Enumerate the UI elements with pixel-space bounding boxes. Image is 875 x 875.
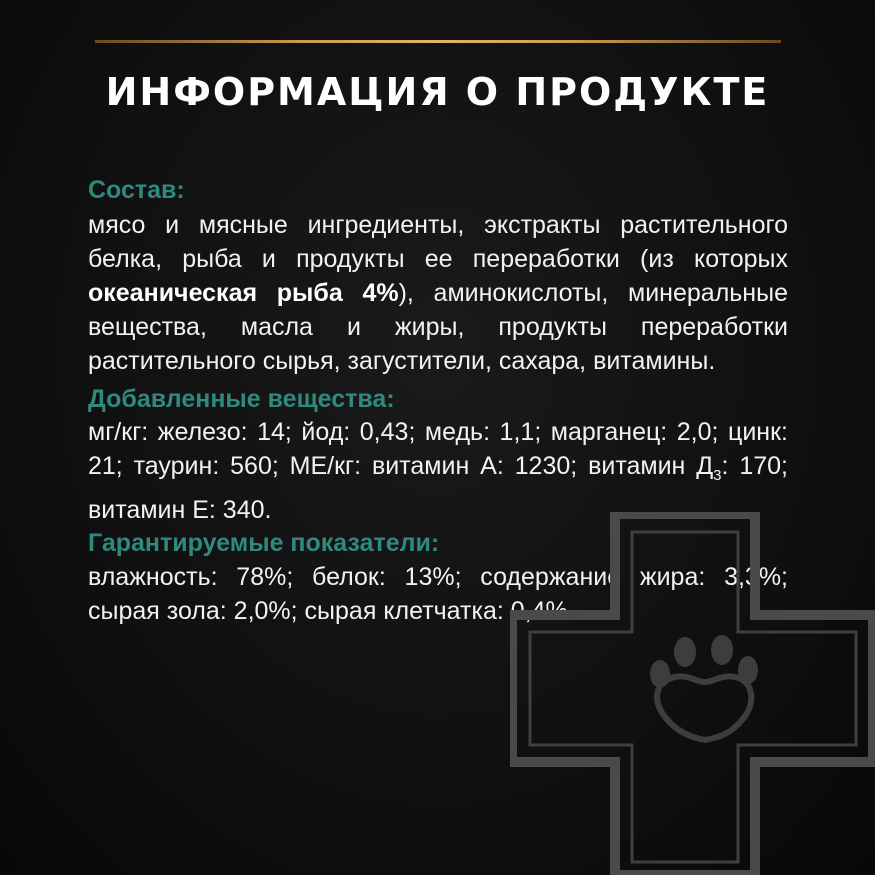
additives-text <box>88 415 788 527</box>
composition-line: растительного сырья, загустители, сахара, витамины. <box>88 347 716 375</box>
gold-divider <box>95 40 781 43</box>
composition-heading: Состав: <box>88 176 185 204</box>
additives-line: витамин Е: 340. <box>88 496 272 524</box>
page-title: ИНФОРМАЦИЯ О ПРОДУКТЕ <box>105 70 770 114</box>
additives-line: мг/кг: железо: 14; йод: 0,43; медь: 1,1; марганец: 2,0; цинк: <box>88 418 788 446</box>
guaranteed-analysis-heading: Гарантируемые показатели: <box>88 529 440 557</box>
subscript-3: 3 <box>713 467 722 484</box>
paw-icon <box>650 635 758 740</box>
composition-line: океаническая рыба 4%), аминокислоты, минеральные <box>88 279 788 307</box>
analysis-line: сырая зола: 2,0%; сырая клетчатка: 0,4%. <box>88 597 575 625</box>
composition-line: мясо и мясные ингредиенты, экстракты растительного <box>88 211 788 239</box>
cross-emblem <box>510 512 875 875</box>
additives-line: 21; таурин: 560; МЕ/кг: витамин А: 1230; витамин $Д_3$: 170; <box>88 452 788 484</box>
composition-text <box>88 208 788 378</box>
analysis-line: влажность: 78%; белок: 13%; содержание жира: 3,3%; <box>88 563 788 591</box>
composition-line: вещества, масла и жиры, продукты переработки <box>88 313 788 341</box>
additives-heading: Добавленные вещества: <box>88 385 395 413</box>
highlight-ocean-fish: океаническая рыба 4% <box>88 279 399 307</box>
composition-line: белка, рыба и продукты ее переработки (из которых <box>88 245 788 273</box>
